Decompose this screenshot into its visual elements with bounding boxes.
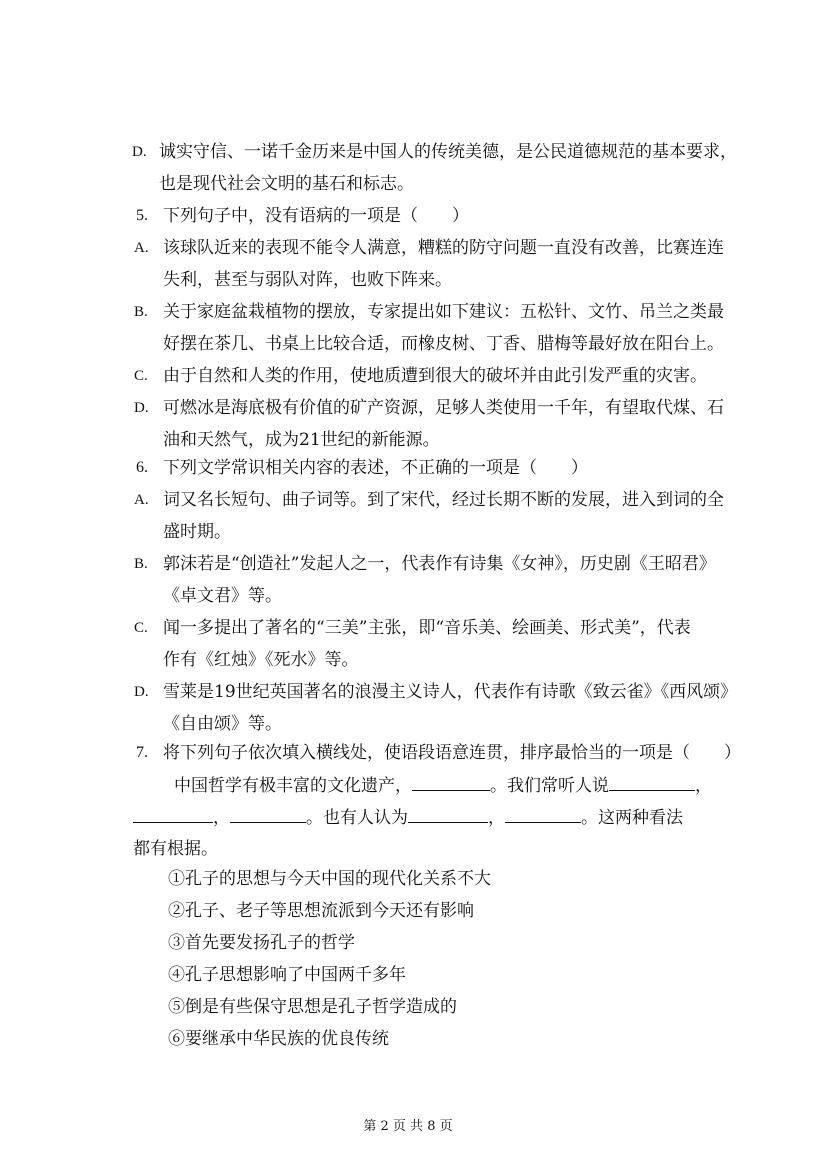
q7-passage-text-4: ， (213, 808, 230, 828)
q7-item-2: ②孔子、老子等思想流派到今天还有影响 (168, 901, 474, 921)
q7-blank-6 (505, 806, 581, 823)
q7-passage-text-7: 。这两种看法 (581, 808, 683, 828)
q5-number: 5. (136, 207, 148, 224)
q7-passage-text-5: 。也有人认为 (306, 808, 408, 828)
q6-option-b-label: B. (134, 556, 148, 572)
q7-item-3: ③首先要发扬孔子的哲学 (168, 933, 355, 953)
q6-option-b-line2: 《卓文君》等。 (163, 586, 282, 606)
q5-option-b-line1: 关于家庭盆栽植物的摆放，专家提出如下建议：五松针、文竹、吊兰之类最 (163, 302, 724, 322)
q4-option-d-label: D. (132, 144, 147, 160)
q5-option-b-line2: 好摆在茶几、书桌上比较合适，而橡皮树、丁香、腊梅等最好放在阳台上。 (163, 334, 724, 354)
q7-passage-text-2: 。我们常听人说 (490, 776, 609, 796)
q6-option-b-line1: 郭沫若是“创造社”发起人之一，代表作有诗集《女神》，历史剧《王昭君》 (163, 554, 716, 574)
q6-option-a-line2: 盛时期。 (163, 522, 231, 542)
q5-option-c-line1: 由于自然和人类的作用，使地质遭到很大的破坏并由此引发严重的灾害。 (163, 366, 707, 386)
q7-passage-text-6: ， (488, 808, 505, 828)
q4-option-d-line2: 也是现代社会文明的基石和标志。 (159, 174, 414, 194)
q6-option-a-label: A. (134, 492, 149, 508)
q6-option-d-label: D. (134, 684, 149, 700)
q7-blank-2 (609, 774, 695, 791)
q7-passage-line3: 都有根据。 (133, 839, 218, 859)
q7-item-1: ①孔子的思想与今天中国的现代化关系不大 (168, 869, 491, 889)
q4-option-d-line1: 诚实守信、一诺千金历来是中国人的传统美德，是公民道德规范的基本要求， (159, 142, 737, 162)
q6-option-d-line2: 《自由颂》等。 (163, 714, 282, 734)
q6-option-c-line2: 作有《红烛》《死水》等。 (163, 650, 359, 670)
q5-stem: 下列句子中，没有语病的一项是（ ） (163, 206, 469, 226)
q7-passage-line2 (133, 806, 683, 829)
page-footer: 第 2 页 共 8 页 (363, 1119, 453, 1134)
q5-option-b-label: B. (134, 304, 148, 320)
q7-item-5: ⑤倒是有些保守思想是孔子哲学造成的 (168, 997, 457, 1017)
q6-option-c-label: C. (134, 620, 148, 636)
q6-stem: 下列文学常识相关内容的表述，不正确的一项是（ ） (163, 458, 588, 478)
q7-item-4: ④孔子思想影响了中国两千多年 (168, 965, 406, 985)
q7-passage-text-3: ， (695, 776, 712, 796)
q7-blank-1 (412, 774, 490, 791)
q5-option-a-line1: 该球队近来的表现不能令人满意，糟糕的防守问题一直没有改善，比赛连连 (163, 238, 724, 258)
q6-number: 6. (136, 459, 148, 476)
q7-blank-4 (230, 806, 306, 823)
q7-blank-5 (408, 806, 488, 823)
q5-option-d-line2: 油和天然气，成为21世纪的新能源。 (163, 430, 440, 450)
q5-option-c-label: C. (134, 368, 148, 384)
q7-number: 7. (136, 744, 148, 761)
q6-option-d-line1: 雪莱是19世纪英国著名的浪漫主义诗人，代表作有诗歌《致云雀》《西风颂》 (163, 682, 738, 702)
q7-passage-text-1: 中国哲学有极丰富的文化遗产， (174, 776, 412, 796)
q7-item-6: ⑥要继承中华民族的优良传统 (168, 1029, 389, 1049)
q5-option-d-line1: 可燃冰是海底极有价值的矿产资源，足够人类使用一千年，有望取代煤、石 (163, 398, 724, 418)
q6-option-c-line1: 闻一多提出了著名的“三美”主张，即“音乐美、绘画美、形式美”，代表 (163, 618, 691, 638)
q5-option-a-label: A. (134, 240, 149, 256)
q7-stem: 将下列句子依次填入横线处，使语段语意连贯，排序最恰当的一项是（ ） (163, 743, 741, 763)
q5-option-a-line2: 失利，甚至与弱队对阵，也败下阵来。 (163, 270, 452, 290)
q7-blank-3 (133, 806, 213, 823)
q6-option-a-line1: 词又名长短句、曲子词等。到了宋代，经过长期不断的发展，进入到词的全 (163, 490, 724, 510)
q5-option-d-label: D. (134, 400, 149, 416)
q7-passage-line1 (174, 774, 712, 797)
